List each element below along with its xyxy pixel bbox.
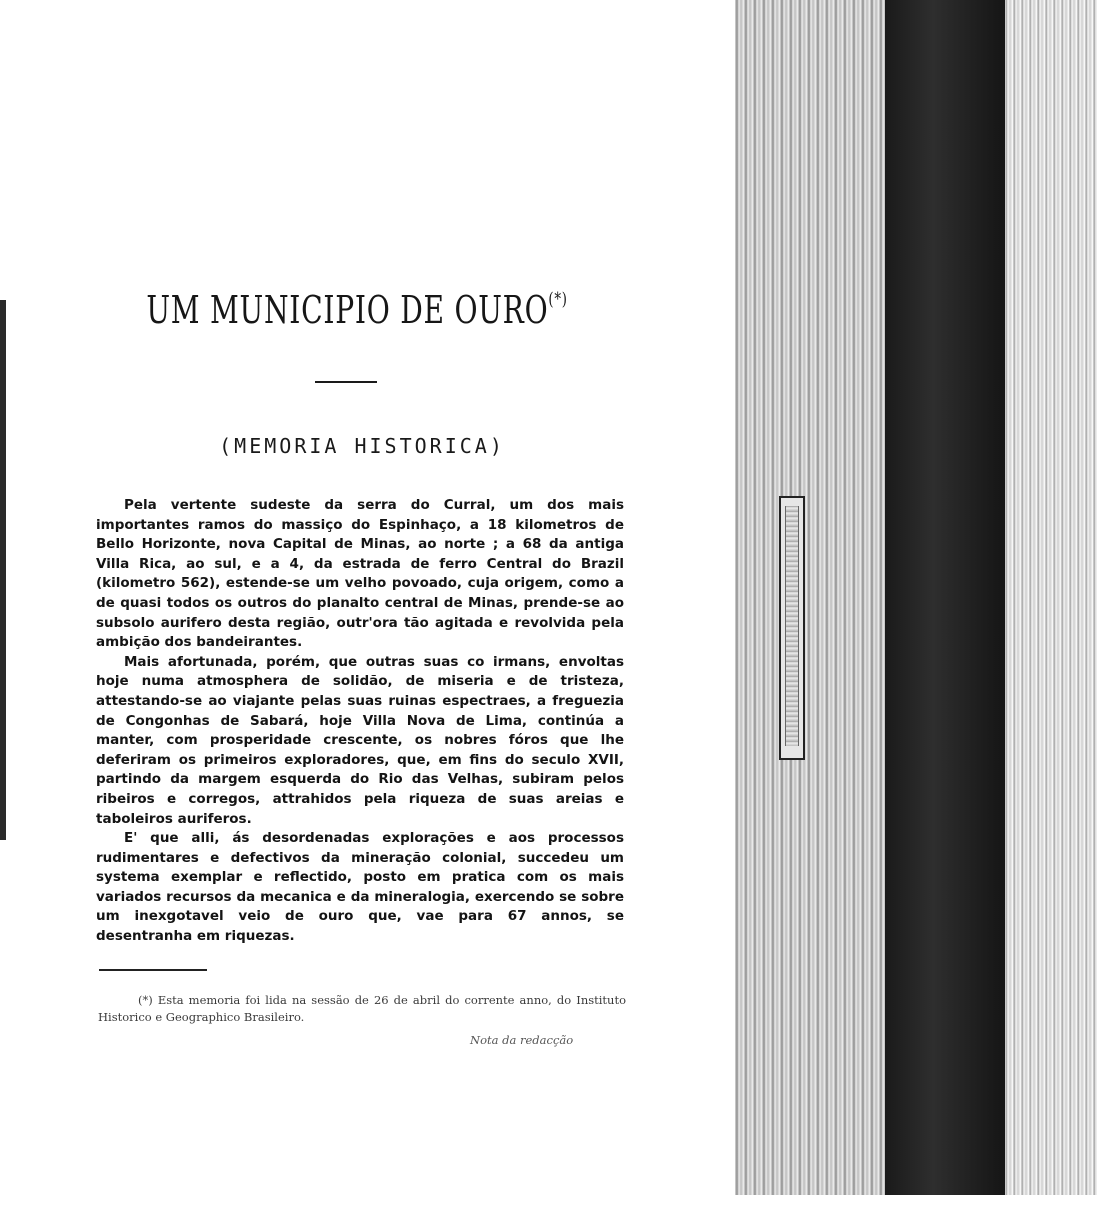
body-text — [96, 496, 624, 947]
title-divider — [315, 381, 377, 383]
book-block — [735, 0, 1097, 1219]
paragraph-1: Pela vertente sudeste da serra do Curral, um dos mais importantes ramos do massiço do Espinhaço, a 18 kilometros de Bello Horizonte, nova Capital de Minas, ao norte ; a 68 da antiga Villa Rica, ao sul, e a 4, da estrada de ferro Central do Brazil (kilometro 562), estende-se um velho povoado, cuja origem, como a de quasi todos os outros do planalto central de Minas, prende-se ao subsolo aurifero desta região, outr'ora tão agitada e revolvida pela ambição dos bandeirantes. — [96, 497, 624, 651]
paragraph-3: E' que alli, ás desordenadas explorações e aos processos rudimentares e defectivos da mineração colonial, succedeu um systema exemplar e reflectido, posto em pratica com os mais variados recursos da mecanica e da mineralogia, exercendo se sobre um inexgotavel veio de ouro que, vae para 67 annos, se desentranha em riquezas. — [96, 830, 624, 945]
title-footnote-mark: (*) — [548, 289, 568, 310]
page-subtitle: (MEMORIA HISTORICA) — [219, 434, 505, 458]
spine-label-lettering — [785, 506, 799, 746]
document-page — [12, 0, 737, 1219]
title-text: UM MUNICIPIO DE OURO — [146, 288, 549, 332]
footnote — [98, 992, 626, 1047]
book-bottom-margin — [735, 1195, 1097, 1219]
footnote-divider — [99, 969, 207, 971]
footnote-text: (*) Esta memoria foi lida na sessão de 26 de abril do corrente anno, do Instituto Historico e Geographico Brasileiro. — [98, 993, 626, 1024]
spine-label — [779, 496, 805, 760]
page-title — [102, 288, 613, 332]
footnote-signature: Nota da redacção — [470, 1033, 574, 1047]
binding-shadow — [0, 300, 6, 840]
paragraph-2: Mais afortunada, porém, que outras suas co irmans, envoltas hoje numa atmosphera de solidão, de miseria e de tristeza, attestando-se ao viajante pelas suas ruinas espectraes, a freguezia de Congonhas de Sabará, hoje Villa Nova de Lima, continúa a manter, com prosperidade crescente, os nobres fóros que lhe deferiram os primeiros exploradores, que, em fins do seculo XVII, partindo da margem esquerda do Rio das Velhas, subiram pelos ribeiros e corregos, attrahidos pela riqueza de suas areias e taboleiros auriferos. — [96, 653, 624, 827]
book-cover-shadow — [885, 0, 1005, 1219]
book-page-edges — [1005, 0, 1097, 1219]
page-stack — [735, 0, 885, 1219]
